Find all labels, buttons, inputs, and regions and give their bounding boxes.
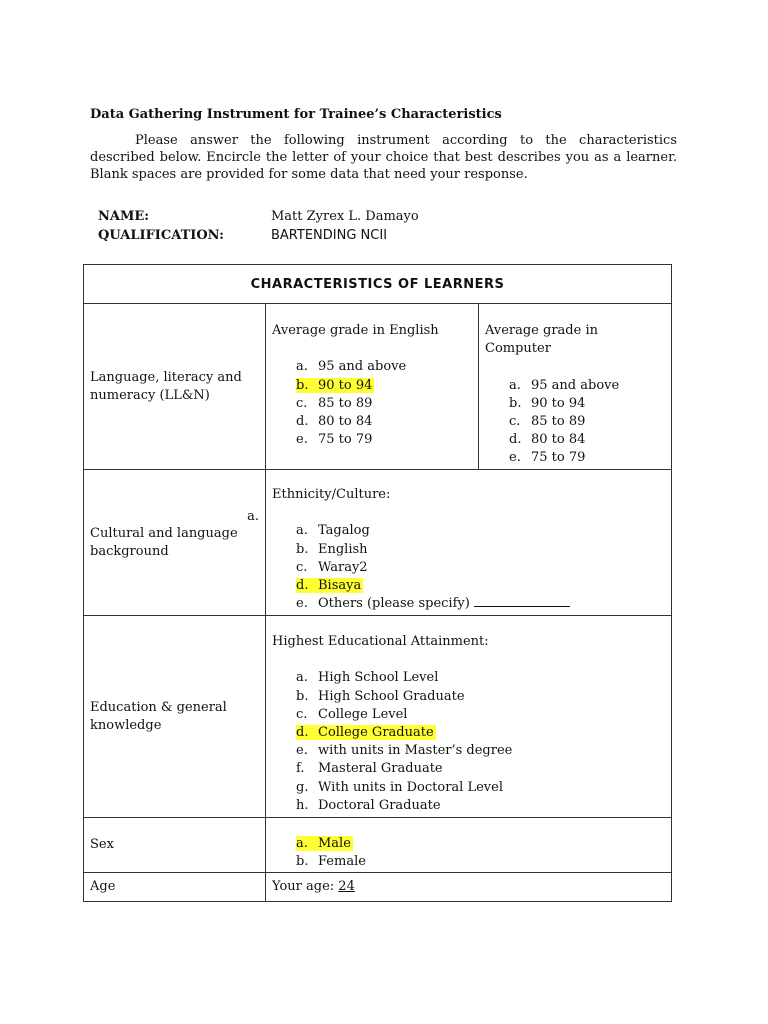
sex-cell bbox=[266, 818, 672, 873]
sex-options bbox=[272, 835, 665, 871]
ethnicity-question: Ethnicity/Culture: bbox=[272, 487, 391, 502]
age-label: Your age: bbox=[272, 878, 335, 894]
list-item[interactable]: a. Male bbox=[296, 836, 351, 851]
computer-grade-options bbox=[485, 377, 665, 468]
list-item[interactable]: b. English bbox=[296, 541, 368, 557]
list-item[interactable]: d. Bisaya bbox=[296, 578, 362, 594]
list-item[interactable]: e. with units in Master’s degree bbox=[296, 743, 513, 759]
age-cell bbox=[266, 873, 672, 902]
ethnicity-options bbox=[272, 522, 665, 613]
list-item[interactable]: c. 85 to 89 bbox=[509, 414, 586, 430]
list-item[interactable]: d. College Graduate bbox=[296, 725, 434, 741]
list-item[interactable]: b. Female bbox=[296, 854, 366, 870]
instructions-paragraph: Please answer the following instrument according to the characteristics described below. Encircle the letter of your choice that best describes you as a learner. Blank spaces are provided for some data that need your response. bbox=[90, 133, 677, 182]
list-item[interactable]: g. With units in Doctoral Level bbox=[296, 779, 503, 795]
qualification-value: BARTENDING NCII bbox=[271, 228, 388, 243]
education-question: Highest Educational Attainment: bbox=[272, 634, 489, 649]
english-grade-cell bbox=[266, 304, 479, 470]
category-lln: Language, literacy and numeracy (LL&N) bbox=[84, 304, 266, 470]
education-cell bbox=[266, 616, 672, 818]
list-item[interactable]: b. High School Graduate bbox=[296, 688, 465, 704]
list-item[interactable]: a. 95 and above bbox=[296, 359, 407, 375]
education-options bbox=[272, 669, 665, 815]
english-grade-options bbox=[272, 358, 472, 449]
name-value: Matt Zyrex L. Damayo bbox=[271, 209, 419, 224]
category-age: Age bbox=[84, 873, 266, 902]
list-item[interactable]: b. 90 to 94 bbox=[509, 395, 586, 411]
list-item[interactable]: e. 75 to 79 bbox=[296, 432, 373, 448]
list-item[interactable]: c. College Level bbox=[296, 706, 408, 722]
name-label: NAME: bbox=[98, 209, 150, 224]
stray-letter: a. bbox=[247, 509, 259, 524]
list-item[interactable]: a. High School Level bbox=[296, 670, 439, 686]
list-item[interactable]: f. Masteral Graduate bbox=[296, 761, 443, 777]
qualification-label: QUALIFICATION: bbox=[98, 228, 224, 243]
list-item[interactable]: a. Tagalog bbox=[296, 523, 370, 539]
age-value[interactable]: 24 bbox=[338, 878, 355, 894]
english-grade-question: Average grade in English bbox=[272, 323, 439, 338]
ethnicity-cell bbox=[266, 470, 672, 616]
list-item[interactable]: h. Doctoral Graduate bbox=[296, 797, 441, 813]
category-education: Education & general knowledge bbox=[84, 616, 266, 818]
list-item[interactable]: a. 95 and above bbox=[509, 377, 620, 393]
computer-grade-cell bbox=[479, 304, 672, 470]
specify-blank[interactable] bbox=[474, 595, 570, 607]
list-item[interactable]: e. 75 to 79 bbox=[509, 450, 586, 466]
list-item[interactable]: c. 85 to 89 bbox=[296, 395, 373, 411]
category-culture: Cultural and language background a. bbox=[84, 470, 266, 616]
list-item[interactable]: c. Waray2 bbox=[296, 559, 368, 575]
document-title: Data Gathering Instrument for Trainee’s Characteristics bbox=[90, 107, 502, 122]
list-item[interactable]: e. Others (please specify) bbox=[296, 595, 665, 613]
list-item[interactable]: b. 90 to 94 bbox=[296, 377, 373, 393]
list-item[interactable]: d. 80 to 84 bbox=[296, 414, 373, 430]
table-header: CHARACTERISTICS OF LEARNERS bbox=[84, 265, 672, 304]
characteristics-table bbox=[83, 264, 672, 902]
category-sex: Sex bbox=[84, 818, 266, 873]
list-item[interactable]: d. 80 to 84 bbox=[509, 432, 586, 448]
computer-grade-question: Average grade in Computer bbox=[485, 323, 598, 357]
